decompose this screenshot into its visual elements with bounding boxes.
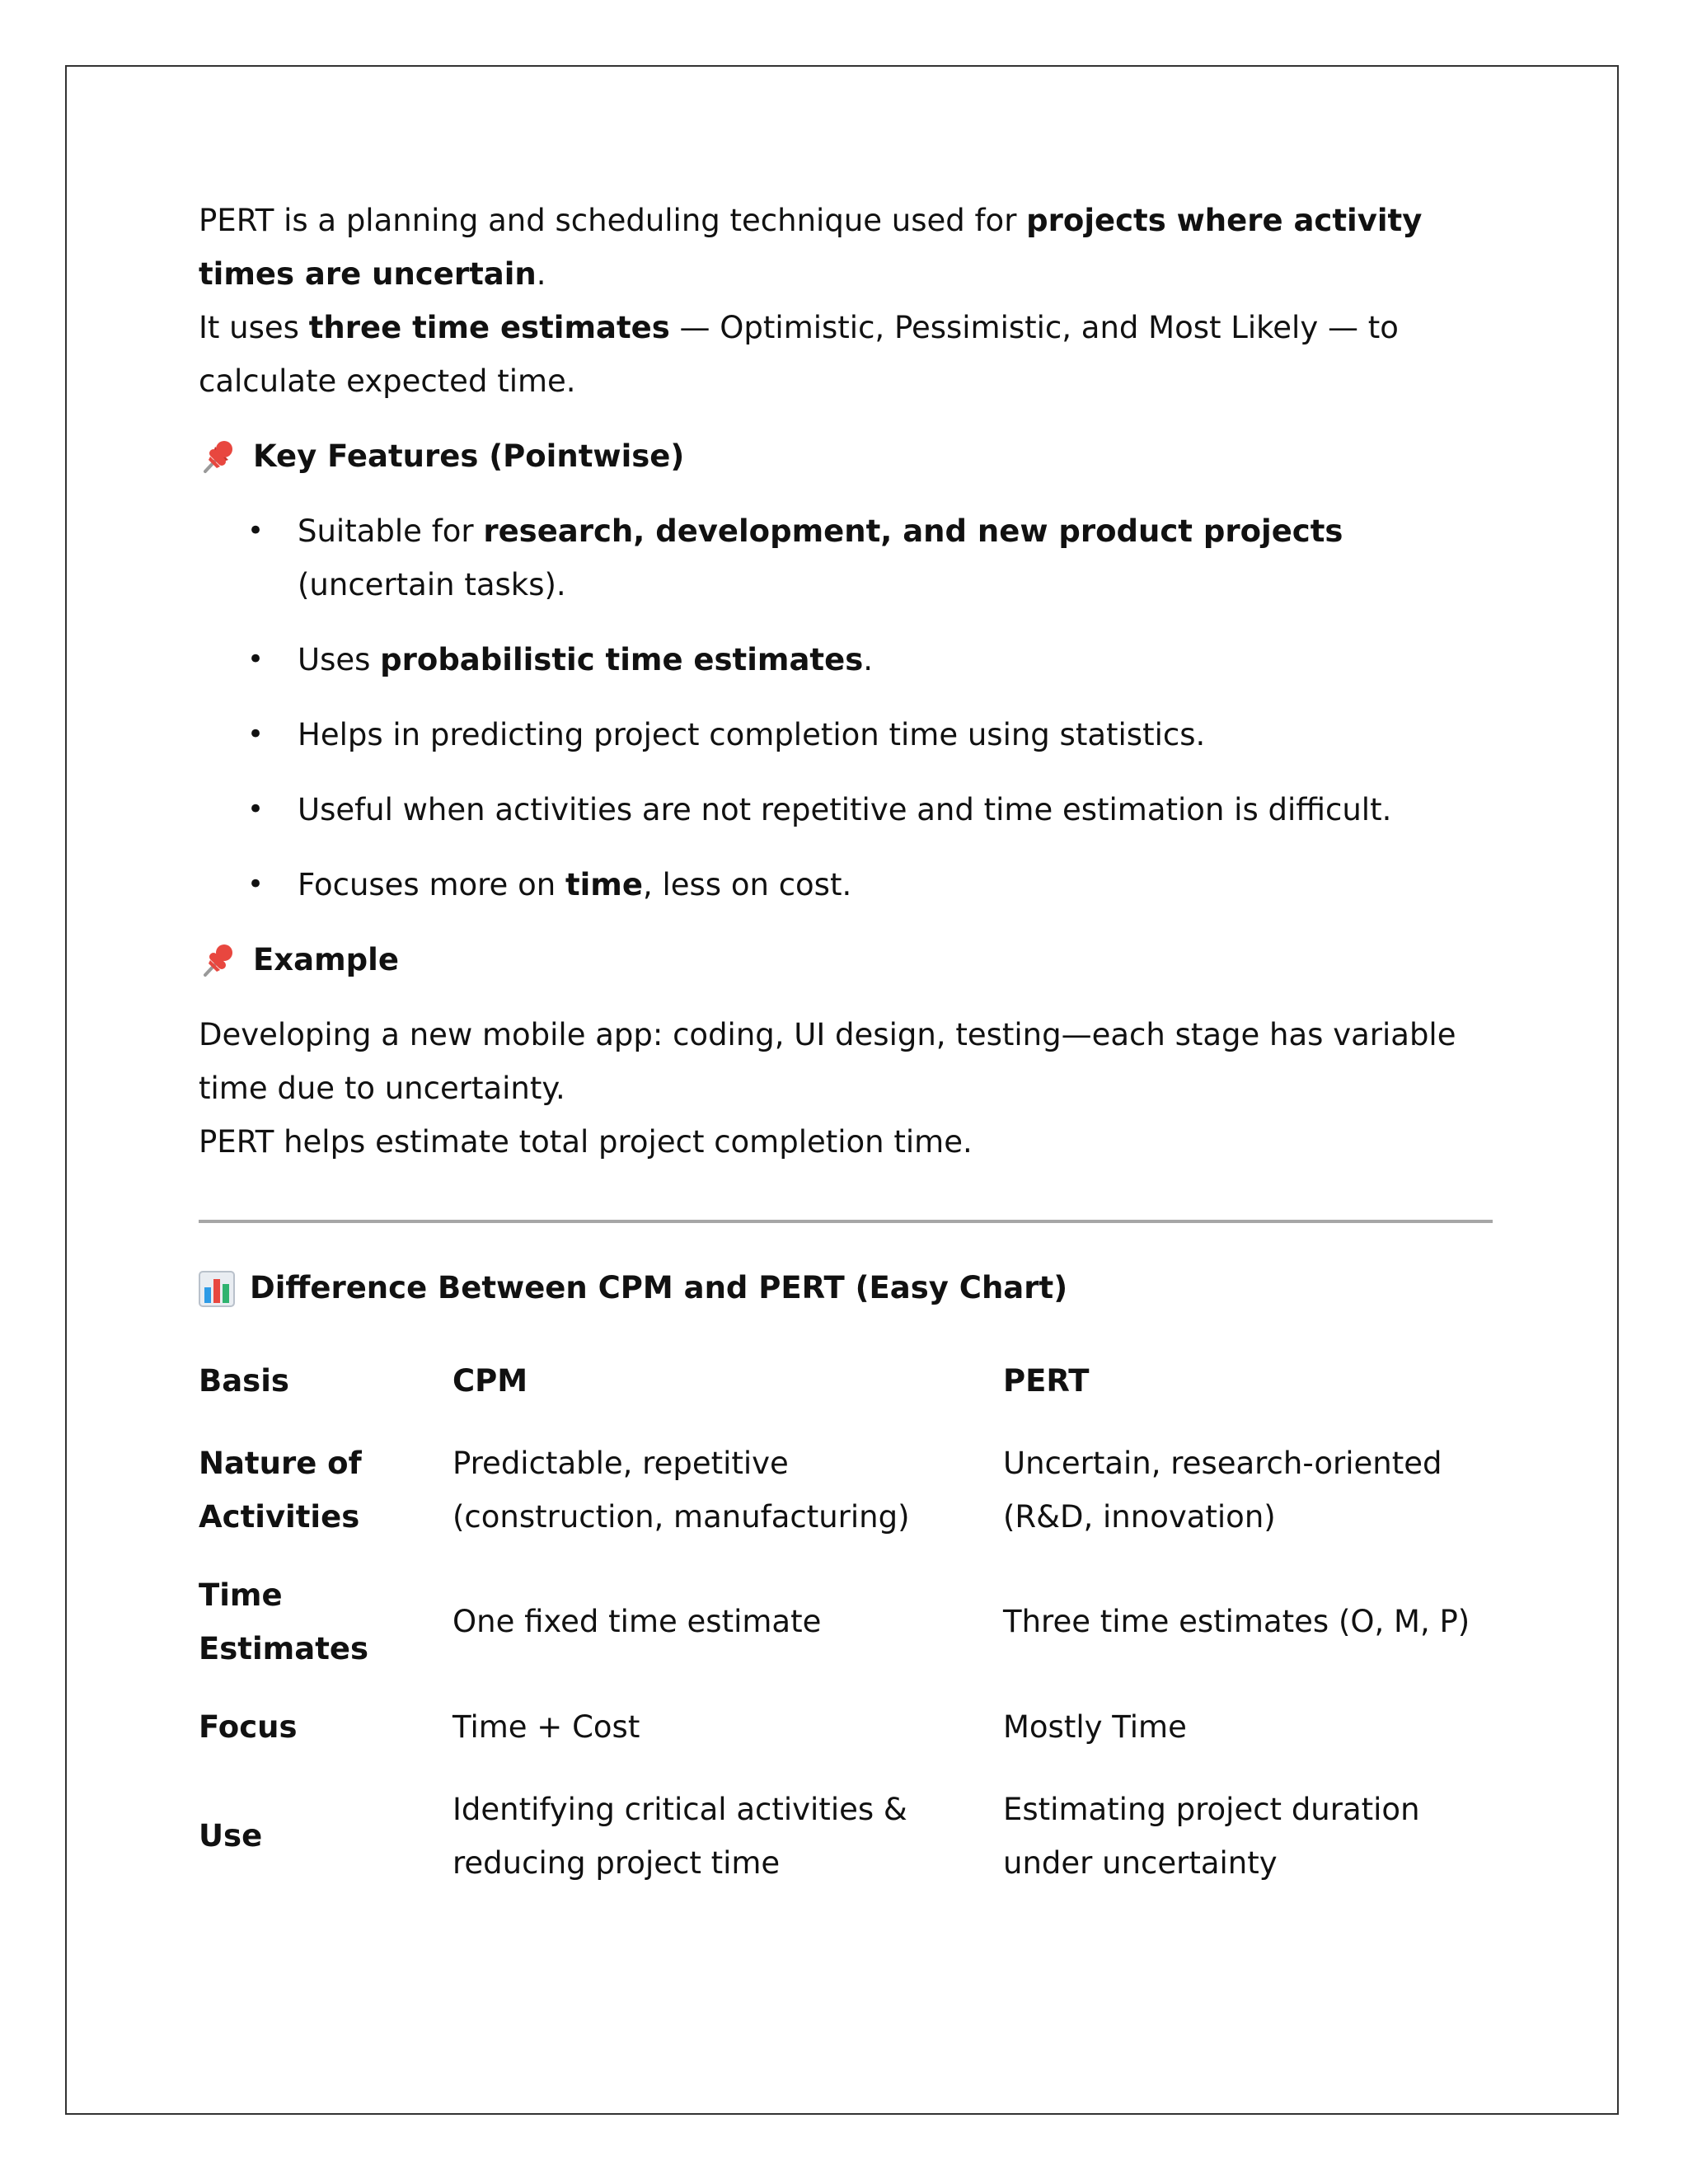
example-text: Developing a new mobile app: coding, UI design, testing—each stage has variable time due to uncertainty. — [199, 1017, 1456, 1106]
list-item — [199, 504, 1493, 612]
example-heading — [199, 933, 1493, 987]
list-item-text: (uncertain tasks). — [298, 567, 566, 602]
table-header-pert: PERT — [1003, 1362, 1090, 1399]
comparison-heading — [199, 1261, 1493, 1315]
list-item-text: Focuses more on — [298, 867, 565, 902]
features-heading — [199, 429, 1493, 483]
features-list — [199, 504, 1493, 912]
bar-chart-icon — [199, 1270, 235, 1306]
comparison-table — [199, 1339, 1493, 1904]
intro-text: PERT is a planning and scheduling technique used for — [199, 203, 1027, 238]
table-row — [199, 1422, 1493, 1558]
list-item-text: Useful when activities are not repetitive and time estimation is difficult. — [298, 792, 1392, 827]
list-item-text: . — [863, 642, 873, 677]
intro-text: — Optimistic, Pessimistic, and Most Likely — to calculate expected time. — [199, 310, 1399, 399]
list-item-emphasis: time — [565, 867, 643, 902]
table-cell-pert: Estimating project duration under uncertainty — [1003, 1791, 1420, 1881]
table-cell-basis: Time Estimates — [199, 1577, 368, 1666]
section-divider — [199, 1220, 1493, 1223]
table-cell-pert: Uncertain, research-oriented (R&D, innovation) — [1003, 1445, 1442, 1535]
intro-text: . — [536, 256, 546, 292]
table-row — [199, 1558, 1493, 1685]
table-cell-cpm: Time + Cost — [452, 1708, 640, 1745]
table-cell-basis: Focus — [199, 1708, 298, 1745]
list-item — [199, 633, 1493, 687]
list-item-text: , less on cost. — [642, 867, 852, 902]
pushpin-icon — [199, 940, 238, 980]
table-header-row — [199, 1339, 1493, 1422]
bullet-icon: • — [247, 643, 265, 676]
table-cell-cpm: One fixed time estimate — [452, 1604, 822, 1639]
list-item-emphasis: research, development, and new product projects — [483, 513, 1343, 549]
bullet-icon: • — [247, 514, 265, 547]
list-item-text: Suitable for — [298, 513, 484, 549]
table-row — [199, 1685, 1493, 1768]
document-content — [199, 194, 1493, 1904]
list-item — [199, 783, 1493, 837]
table-cell-cpm: Identifying critical activities & reducing project time — [452, 1791, 907, 1881]
table-cell-cpm: Predictable, repetitive (construction, manufacturing) — [452, 1445, 910, 1535]
table-header-cpm: CPM — [452, 1362, 528, 1399]
table-row — [199, 1768, 1493, 1904]
intro-paragraph — [199, 194, 1493, 408]
list-item — [199, 858, 1493, 912]
list-item-text: Helps in predicting project completion time using statistics. — [298, 717, 1206, 752]
example-heading-text: Example — [253, 942, 399, 977]
table-cell-pert: Mostly Time — [1003, 1708, 1187, 1745]
intro-text: It uses — [199, 310, 309, 345]
intro-emphasis: three time estimates — [308, 310, 670, 345]
example-text: PERT helps estimate total project completion time. — [199, 1124, 973, 1160]
table-cell-basis: Nature of Activities — [199, 1445, 362, 1535]
table-cell-pert: Three time estimates (O, M, P) — [1003, 1604, 1470, 1639]
bullet-icon: • — [247, 718, 265, 751]
intro-emphasis: projects where activity times are uncertain — [199, 203, 1423, 292]
list-item-emphasis: probabilistic time estimates — [380, 642, 864, 677]
list-item-text: Uses — [298, 642, 381, 677]
example-paragraph — [199, 1008, 1493, 1169]
bullet-icon: • — [247, 793, 265, 826]
table-header-basis: Basis — [199, 1362, 289, 1399]
list-item — [199, 708, 1493, 762]
comparison-heading-text: Difference Between CPM and PERT (Easy Chart) — [250, 1270, 1068, 1305]
table-cell-basis: Use — [199, 1818, 263, 1854]
bullet-icon: • — [247, 868, 265, 901]
features-heading-text: Key Features (Pointwise) — [253, 438, 685, 474]
pushpin-icon — [199, 437, 238, 476]
